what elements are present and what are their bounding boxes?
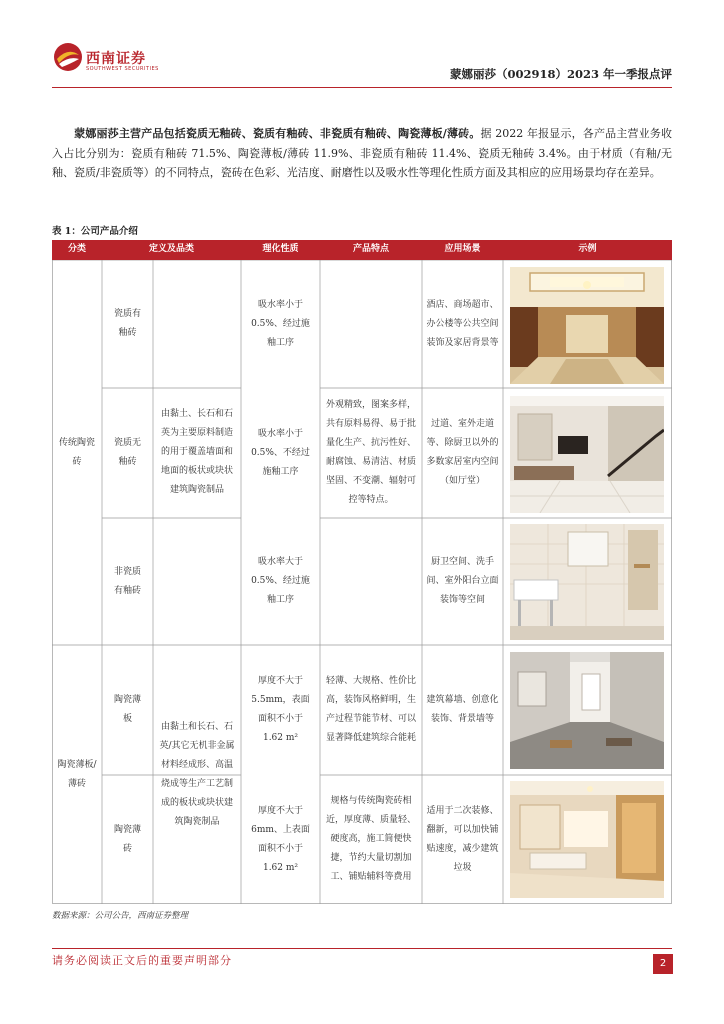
subtype-glazed-nonporcelain: 非瓷质有釉砖: [113, 566, 141, 596]
feature-traditional: 外观精致，图案多样，共有原料易得、易于批量化生产、抗污性好、耐腐蚀、易清洁、材质坚固、不变潮、辐射可控等特点。: [325, 399, 416, 505]
scenario-unglazed-porcelain: 过道、室外走道等、除厨卫以外的多数家居室内空间（如厅堂）: [426, 419, 499, 486]
disclaimer-notice: 请务必阅读正文后的重要声明部分: [52, 954, 232, 967]
col-header-scenarios: 应用场景: [422, 240, 503, 260]
subtype-glazed-porcelain: 瓷质有釉砖: [113, 309, 141, 338]
product-table: [52, 240, 672, 904]
header-rule: [52, 87, 672, 88]
definition-thin: 由黏土和长石、石英/其它无机非金属材料经成形、高温烧成等生产工艺制成的板状或块状建筑陶瓷制品: [159, 721, 235, 827]
footer-rule: [52, 948, 672, 949]
category-traditional: 传统陶瓷砖: [58, 437, 95, 467]
table-caption: 表 1：公司产品介绍: [52, 226, 138, 237]
subtype-thin-panel: 陶瓷薄板: [114, 695, 142, 724]
intro-paragraph: [52, 124, 672, 183]
scenario-glazed-porcelain: 酒店、商场超市、办公楼等公共空间装饰及家居背景等: [426, 299, 499, 348]
example-photo-bathroom: [510, 524, 664, 640]
example-photo-hotel-lobby: [510, 267, 664, 384]
scenario-thin-panel: 建筑幕墙、创意化装饰、背景墙等: [426, 695, 499, 724]
report-title: 蒙娜丽莎（002918）2023 年一季报点评: [449, 67, 672, 81]
scenario-glazed-nonporcelain: 厨卫空间、洗手间、室外阳台立面装饰等空间: [426, 557, 499, 605]
feature-thin-panel: 轻薄、大规格、性价比高，装饰风格鲜明，生产过程节能节材、可以显著降低建筑综合能耗: [325, 676, 416, 743]
page-number: 2: [653, 954, 673, 974]
scenario-thin-tile: 适用于二次装修、翻新，可以加快铺贴速度，减少建筑垃圾: [426, 805, 499, 873]
feature-thin-tile: 规格与传统陶瓷砖相近，厚度薄、质量轻、硬度高，施工简便快捷，节约大量切割加工、铺贴辅料等费用: [325, 796, 416, 882]
property-thin-panel: 厚度不大于 5.5mm，表面面积不小于 1.62 m²: [251, 676, 310, 743]
property-glazed-porcelain: 吸水率小于 0.5%、经过施釉工序: [251, 299, 310, 348]
logo-mark-icon: [53, 42, 83, 72]
col-header-properties: 理化性质: [241, 240, 320, 260]
example-photo-living-room: [510, 396, 664, 513]
category-thin-panel: 陶瓷薄板/薄砖: [57, 759, 97, 789]
example-photo-atrium: [510, 652, 664, 769]
definition-traditional: 由黏土、长石和石英为主要原料制造的用于覆盖墙面和地面的板状或块状建筑陶瓷制品: [160, 409, 233, 495]
data-source: 数据来源：公司公告，西南证券整理: [52, 911, 189, 921]
subtype-unglazed-porcelain: 瓷质无釉砖: [113, 438, 141, 467]
logo-name: 西南证券: [86, 51, 146, 67]
col-header-category: 分类: [52, 240, 102, 260]
col-header-features: 产品特点: [320, 240, 422, 260]
col-header-example: 示例: [503, 240, 672, 260]
example-photo-lounge: [510, 781, 664, 898]
col-header-definition: 定义及品类: [102, 240, 241, 260]
intro-lead: 蒙娜丽莎主营产品包括瓷质无釉砖、瓷质有釉砖、非瓷质有釉砖、陶瓷薄板/薄砖。: [74, 127, 481, 140]
logo-subtitle: SOUTHWEST SECURITIES: [86, 66, 159, 72]
property-thin-tile: 厚度不大于 6mm、上表面面积不小于 1.62 m²: [251, 805, 310, 873]
property-glazed-nonporcelain: 吸水率大于 0.5%、经过施釉工序: [251, 557, 310, 605]
property-unglazed-porcelain: 吸水率小于 0.5%、不经过施釉工序: [251, 428, 310, 477]
subtype-thin-tile: 陶瓷薄砖: [114, 824, 142, 854]
intro-body: 据 2022 年报显示，各产品主营业务收入占比分别为：瓷质有釉砖 71.5%、陶瓷薄板/薄砖 11.9%、非瓷质有釉砖 11.4%、瓷质无釉砖 3.4%。由于材质（有釉/无釉、瓷质/非瓷质等）的不同特点，瓷砖在色彩、光洁度、耐磨性以及吸水性等理化性质方面及其相应的应用场景均存在差异。: [52, 127, 672, 179]
